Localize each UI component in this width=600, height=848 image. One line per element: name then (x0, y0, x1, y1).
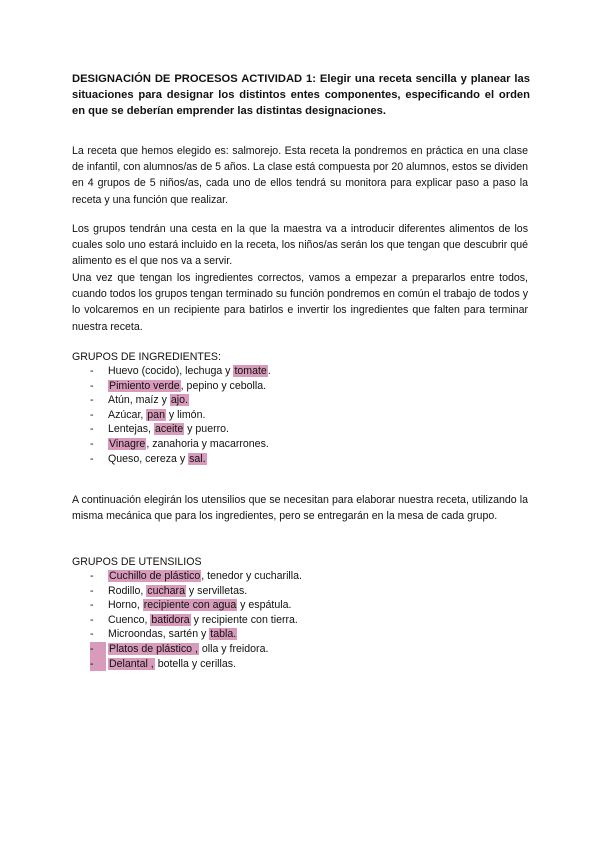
list-item (90, 613, 302, 628)
list-dash: - (90, 584, 94, 597)
highlighted-text: Platos de plástico , (109, 642, 198, 655)
item-text: y limón. (165, 408, 206, 421)
item-text: Azúcar, (108, 408, 147, 421)
list-dash: - (90, 657, 106, 672)
paragraph-preparation: Una vez que tengan los ingredientes correctos, vamos a empezar a prepararlos entre todos, cuando todos los grupos tengan terminado su función pondremos en común el trabajo de todos y lo volcaremos en un recipiente para batirlos e invertir los ingredientes que falten para terminar nuestra receta. (72, 272, 528, 333)
item-text: Lentejas, (108, 423, 154, 436)
item-text: y servilletas. (185, 584, 248, 597)
item-text: Rodillo, (108, 584, 147, 597)
item-text: Cuenco, (108, 613, 151, 626)
item-text: Huevo (cocido), lechuga y (108, 365, 234, 377)
list-item (90, 452, 271, 467)
item-text: y espátula. (237, 599, 292, 612)
paragraph-utensils: A continuación elegirán los utensilios que se necesitan para elaborar nuestra receta, utilizando la misma mecánica que para los ingredientes, pero se entregarán en la mesa de cada grupo. (72, 494, 528, 523)
ingredients-title: GRUPOS DE INGREDIENTES: (72, 351, 221, 363)
list-dash: - (90, 423, 94, 436)
list-item (90, 379, 271, 394)
list-item (90, 437, 271, 452)
list-dash: - (90, 628, 94, 641)
highlighted-text: pan (147, 408, 165, 421)
highlighted-text: ajo. (170, 394, 188, 407)
highlighted-text: recipiente con agua (143, 599, 237, 612)
paragraph-recipe: La receta que hemos elegido es: salmorejo. Esta receta la pondremos en práctica en una clase de infantil, con alumnos/as de 5 años. La clase está compuesta por 20 alumnos, estos se dividen en 4 grupos de 5 niños/as, cada uno de ellos tendrá su monitora para explicar paso a paso la receta y una función que realizar. (72, 145, 528, 206)
list-item (90, 364, 271, 379)
item-text: Queso, cereza y (108, 452, 189, 465)
item-text: Microondas, sartén y (108, 628, 210, 641)
list-item (90, 569, 302, 584)
item-text: olla y freidora. (198, 642, 269, 655)
highlighted-text: Cuchillo de plástico (109, 570, 201, 582)
highlighted-text: Pimiento verde (109, 379, 180, 392)
list-dash: - (90, 365, 94, 377)
highlighted-text: Delantal , (109, 657, 154, 670)
list-item (90, 627, 302, 642)
highlighted-text: tabla. (210, 628, 237, 641)
list-item (90, 584, 302, 599)
list-item (90, 657, 302, 672)
highlighted-text: batidora (151, 613, 190, 626)
paragraph-groups: Los grupos tendrán una cesta en la que la maestra va a introducir diferentes alimentos de los cuales solo uno estará incluido en la receta, los niños/as serán los que tengan que descubrir qué alimento es el que nos va a servir. (72, 223, 528, 268)
item-text: y puerro. (184, 423, 229, 436)
utensils-title: GRUPOS DE UTENSILIOS (72, 556, 202, 568)
ingredients-list (90, 364, 271, 466)
list-item (90, 393, 271, 408)
highlighted-text: sal. (189, 452, 206, 465)
highlighted-text: Vinagre (109, 437, 146, 450)
list-dash: - (90, 379, 94, 392)
list-dash: - (90, 599, 94, 612)
list-dash: - (90, 613, 94, 626)
heading-text: Elegir una receta sencilla y planear las situaciones para designar los distintos entes componentes, especificando el orden en que se deberían emprender las distintas designaciones. (72, 73, 530, 117)
utensils-list (90, 569, 302, 671)
highlighted-text: cuchara (147, 584, 185, 597)
list-dash: - (90, 408, 94, 421)
item-text: y recipiente con tierra. (190, 613, 298, 626)
activity-heading (72, 71, 530, 119)
list-item (90, 422, 271, 437)
item-text: , pepino y cebolla. (180, 379, 267, 392)
item-text: Atún, maíz y (108, 394, 170, 407)
heading-label: DESIGNACIÓN DE PROCESOS ACTIVIDAD 1: (72, 73, 316, 85)
highlighted-text: tomate (234, 365, 267, 377)
list-dash: - (90, 642, 106, 657)
list-dash: - (90, 452, 94, 465)
item-text: botella y cerillas. (154, 657, 237, 670)
item-text: , zanahoria y macarrones. (146, 437, 269, 450)
list-dash: - (90, 437, 94, 450)
item-text: . (267, 365, 271, 377)
list-dash: - (90, 394, 94, 407)
list-item (90, 642, 302, 657)
list-item (90, 598, 302, 613)
highlighted-text: aceite (154, 423, 184, 436)
list-item (90, 408, 271, 423)
list-dash: - (90, 570, 94, 582)
item-text: , tenedor y cucharilla. (201, 570, 302, 582)
item-text: Horno, (108, 599, 143, 612)
